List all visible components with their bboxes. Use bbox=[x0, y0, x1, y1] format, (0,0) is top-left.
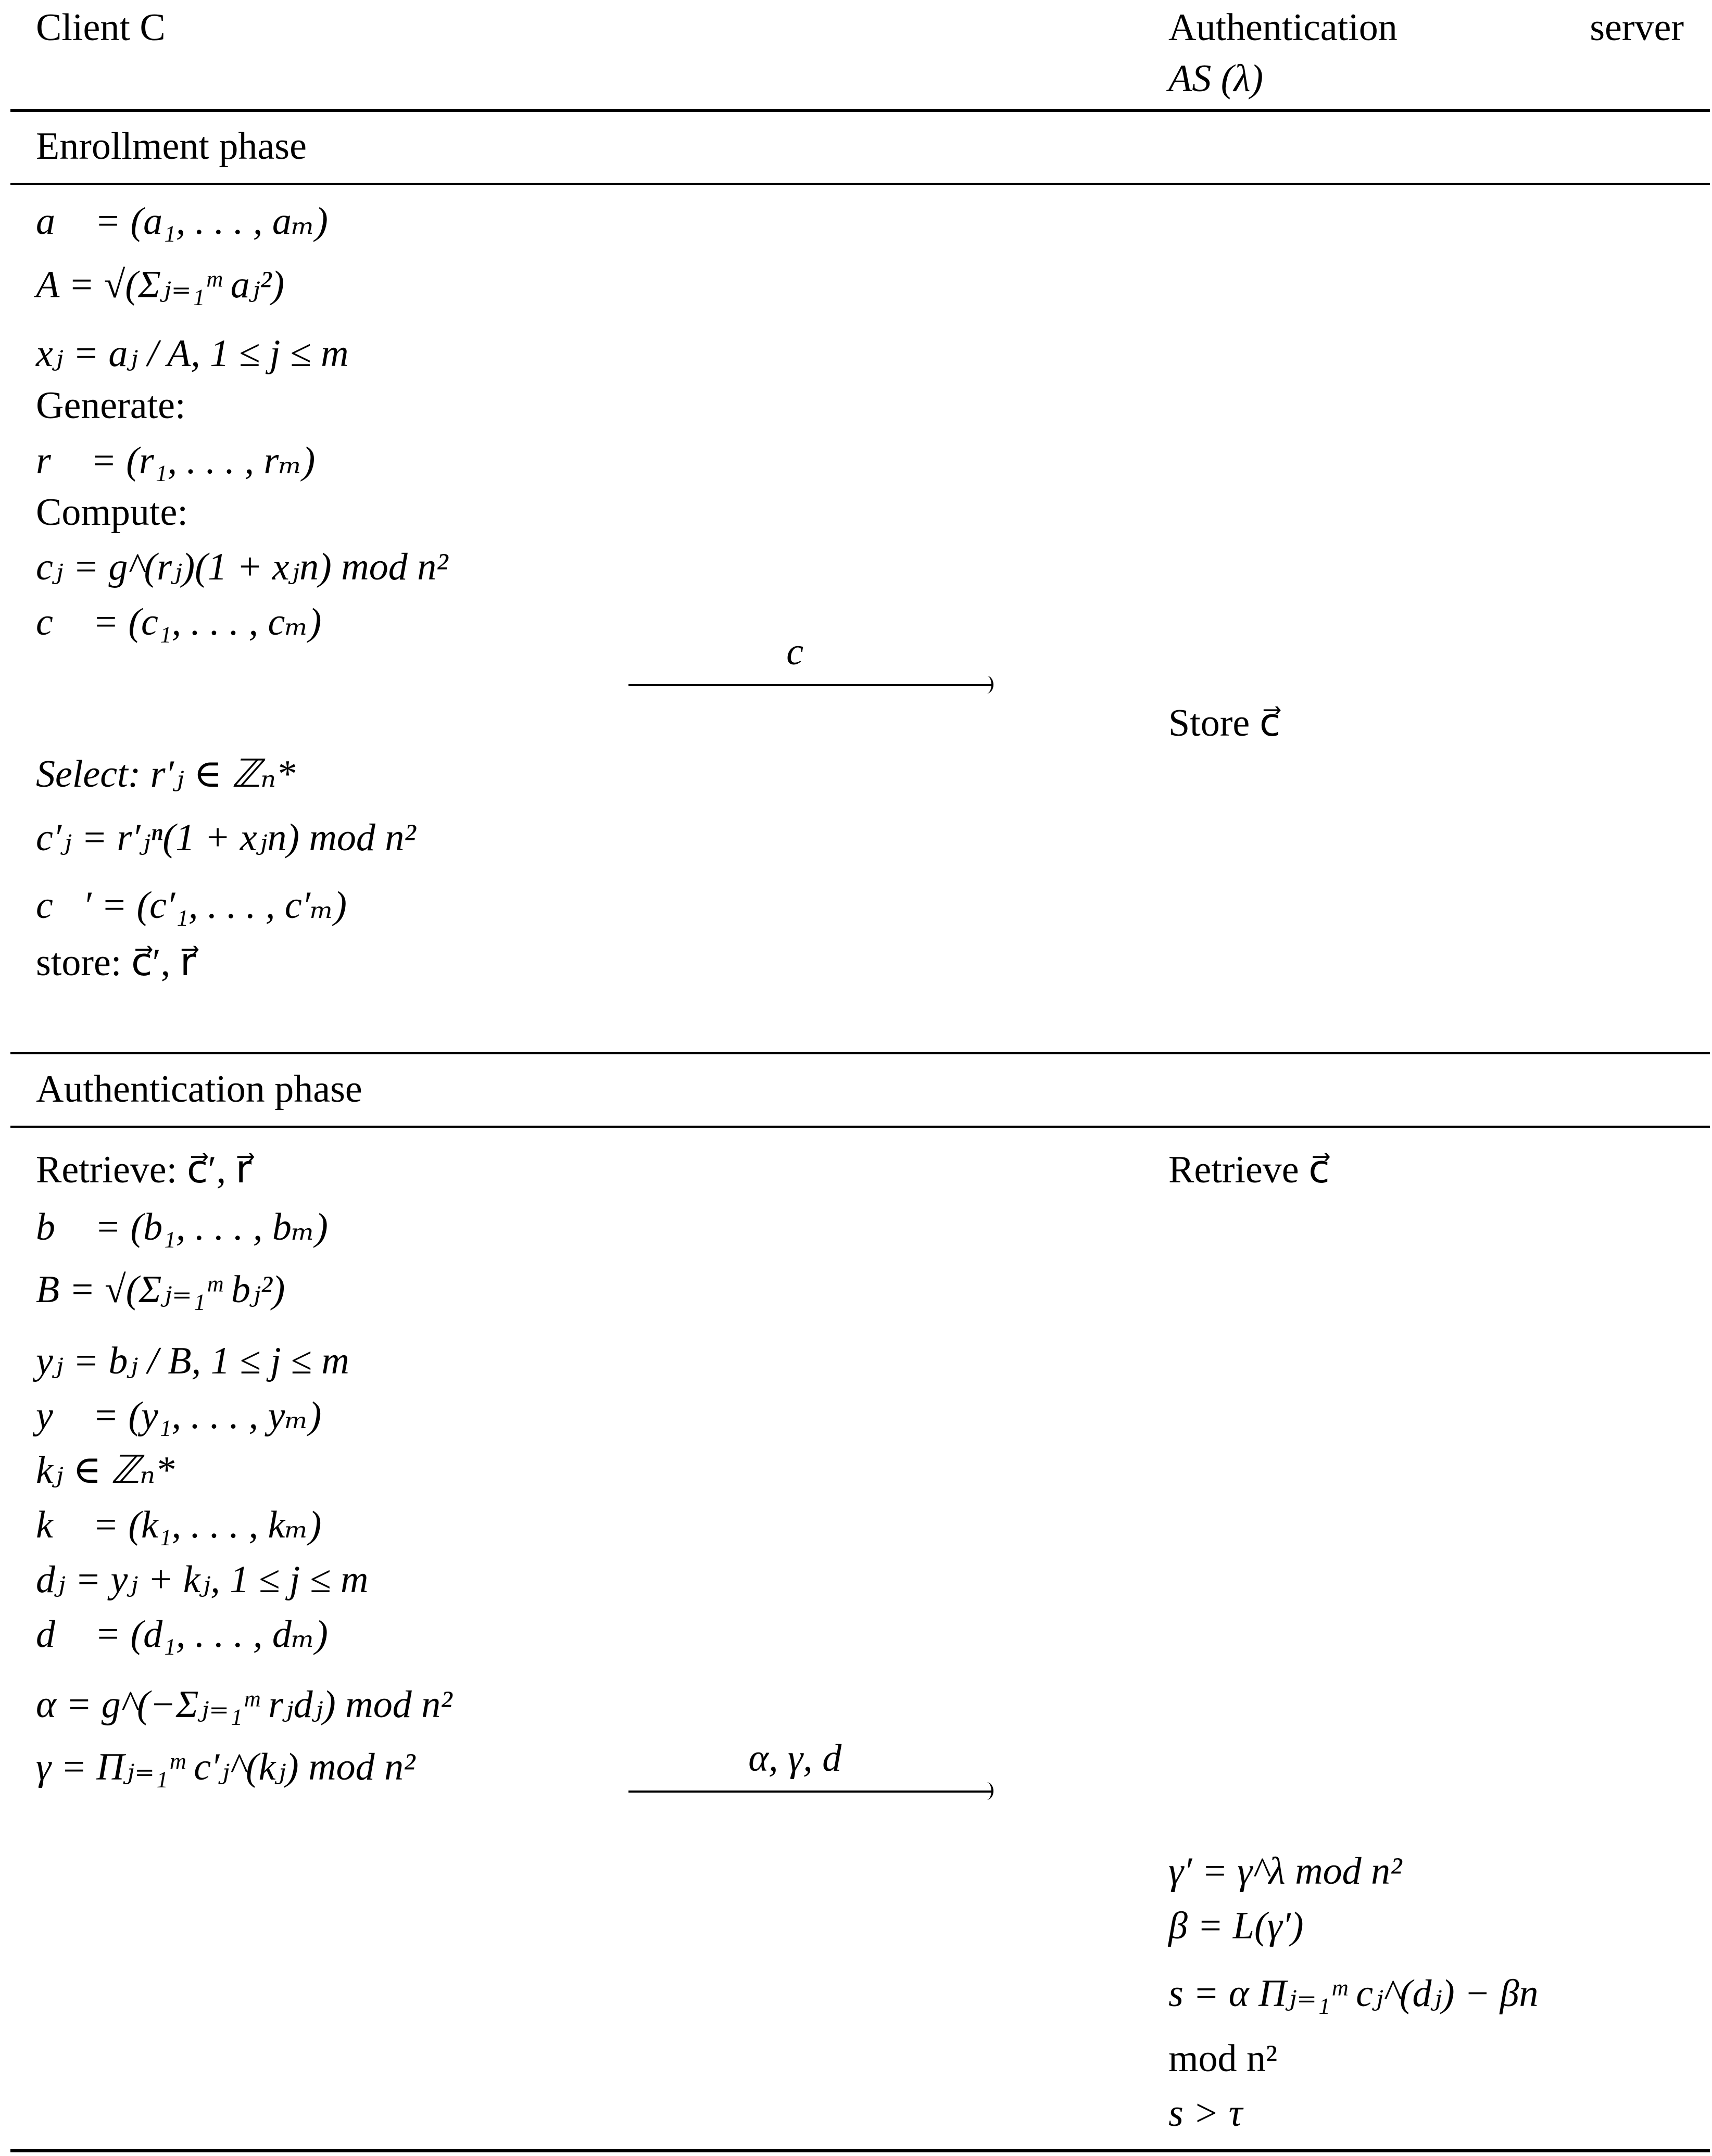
auth-line-retrieve: Retrieve: c⃗′, r⃗ bbox=[36, 1149, 252, 1191]
enroll-line-select: Select: r′ⱼ ∈ ℤₙ* bbox=[36, 753, 296, 796]
authentication-phase-title: Authentication phase bbox=[36, 1068, 362, 1111]
auth-line-d-compute: dⱼ = yⱼ + kⱼ, 1 ≤ j ≤ m bbox=[36, 1558, 369, 1601]
enroll-line-c-compute: cⱼ = g^(rⱼ)(1 + xⱼn) mod n² bbox=[36, 546, 448, 588]
server-symbol: AS (λ) bbox=[1168, 57, 1264, 100]
server-s-compute: s = α Πⱼ₌₁ᵐ cⱼ^(dⱼ) − βn bbox=[1168, 1972, 1539, 2015]
enroll-line-c-prime-vector: c⃗′ = (c′₁, . . . , c′ₘ) bbox=[36, 884, 347, 927]
auth-line-d-vector: d⃗ = (d₁, . . . , dₘ) bbox=[36, 1613, 328, 1656]
bottom-rule bbox=[10, 2149, 1710, 2152]
auth-message-arrow bbox=[628, 1737, 991, 1793]
auth-line-b-vector: b⃗ = (b₁, . . . , bₘ) bbox=[36, 1206, 328, 1249]
auth-message-label: α, γ, d⃗ bbox=[748, 1737, 872, 1780]
auth-line-y-vector: y⃗ = (y₁, . . . , yₘ) bbox=[36, 1394, 322, 1437]
enroll-line-r-vector: r⃗ = (r₁, . . . , rₘ) bbox=[36, 439, 316, 482]
authentication-rule bbox=[10, 1126, 1710, 1128]
enrollment-phase-title: Enrollment phase bbox=[36, 125, 307, 168]
enroll-line-c-prime-compute: c′ⱼ = r′ⱼⁿ(1 + xⱼn) mod n² bbox=[36, 816, 416, 859]
enroll-line-x-normalize: xⱼ = aⱼ / A, 1 ≤ j ≤ m bbox=[36, 332, 349, 375]
enroll-line-a-vector: a⃗ = (a₁, . . . , aₘ) bbox=[36, 200, 328, 243]
auth-line-k-select: kⱼ ∈ ℤₙ* bbox=[36, 1449, 175, 1492]
header-rule bbox=[10, 109, 1710, 112]
enroll-line-store: store: c⃗′, r⃗ bbox=[36, 941, 196, 984]
auth-line-gamma: γ = Πⱼ₌₁ᵐ c′ⱼ^(kⱼ) mod n² bbox=[36, 1746, 416, 1788]
enroll-message-arrow bbox=[628, 631, 991, 686]
enroll-line-A-norm: A = √(Σⱼ₌₁ᵐ aⱼ²) bbox=[36, 263, 285, 306]
client-header bbox=[36, 2, 166, 53]
enroll-line-c-vector: c⃗ = (c₁, . . . , cₘ) bbox=[36, 601, 322, 644]
auth-line-y-normalize: yⱼ = bⱼ / B, 1 ≤ j ≤ m bbox=[36, 1340, 349, 1382]
client-label: Client C bbox=[36, 6, 166, 49]
enroll-line-compute: Compute: bbox=[36, 491, 188, 534]
auth-line-k-vector: k⃗ = (k₁, . . . , kₘ) bbox=[36, 1504, 322, 1546]
auth-line-B-norm: B = √(Σⱼ₌₁ᵐ bⱼ²) bbox=[36, 1268, 285, 1311]
server-threshold-check: s > τ bbox=[1168, 2092, 1243, 2135]
auth-line-alpha: α = g^(−Σⱼ₌₁ᵐ rⱼdⱼ) mod n² bbox=[36, 1683, 452, 1726]
enrollment-rule bbox=[10, 183, 1710, 185]
server-gamma-prime: γ′ = γ^λ mod n² bbox=[1168, 1850, 1402, 1893]
server-store-c: Store c⃗ bbox=[1168, 702, 1281, 745]
server-retrieve-c: Retrieve c⃗ bbox=[1168, 1149, 1330, 1191]
enroll-message-label: c⃗ bbox=[786, 631, 834, 673]
server-label-word2: server bbox=[1590, 6, 1684, 49]
server-header bbox=[1168, 2, 1684, 104]
server-beta: β = L(γ′) bbox=[1168, 1905, 1304, 1947]
server-label-word1: Authentication bbox=[1168, 6, 1398, 49]
enroll-line-generate: Generate: bbox=[36, 384, 186, 427]
server-s-mod: mod n² bbox=[1168, 2037, 1278, 2080]
authentication-top-rule bbox=[10, 1052, 1710, 1054]
